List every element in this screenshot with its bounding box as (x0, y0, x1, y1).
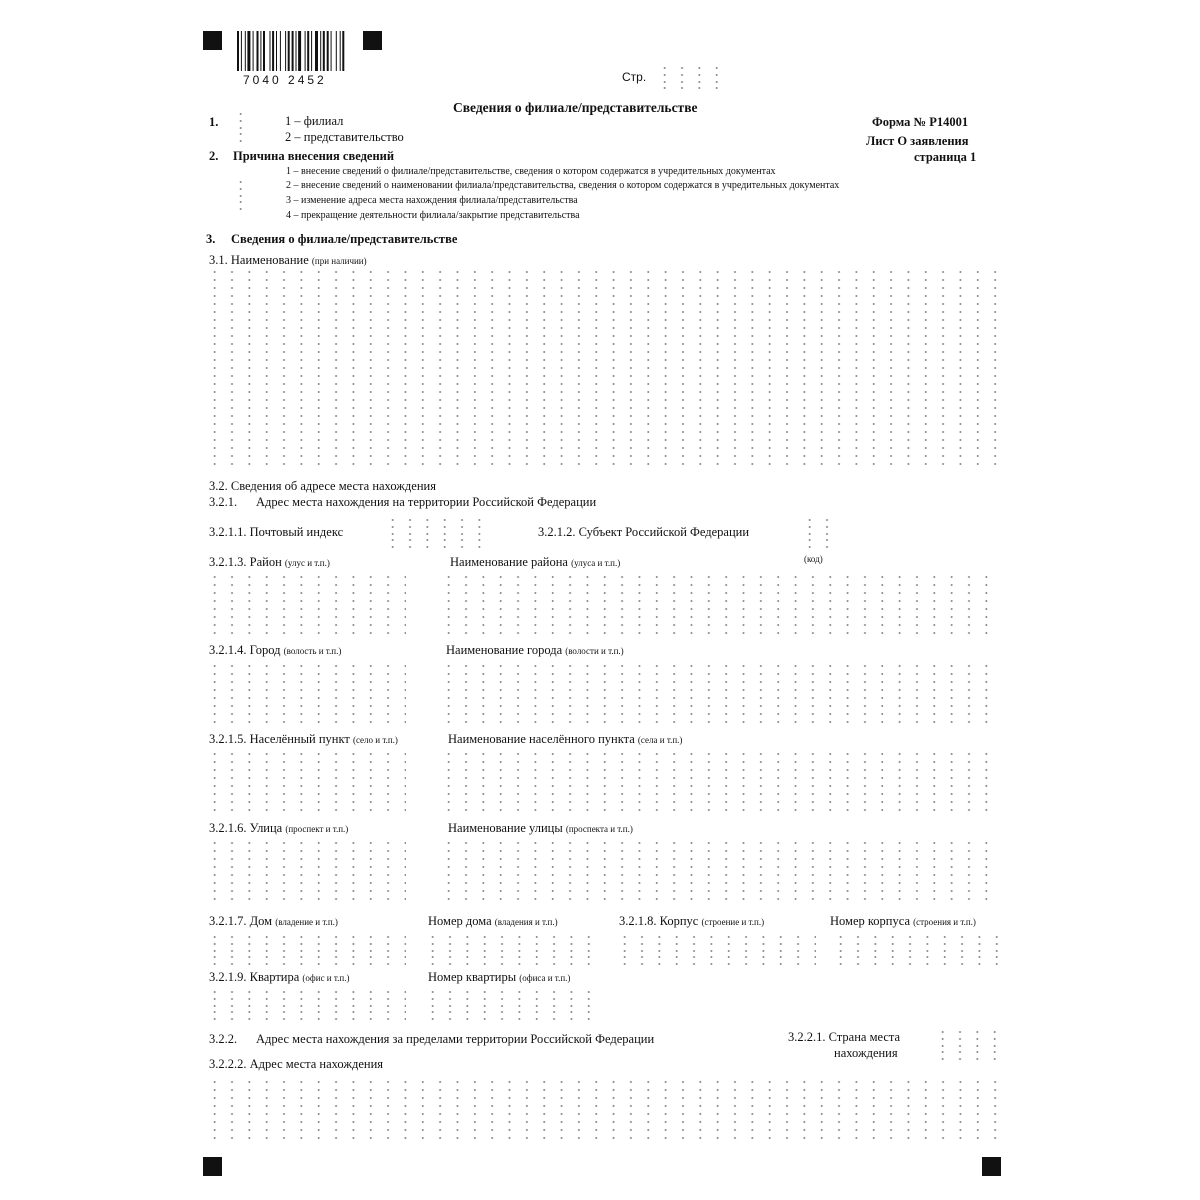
sheet-page: страница 1 (914, 150, 977, 164)
city-type-field[interactable] (206, 664, 406, 729)
settlement-name-label: Наименование населённого пункта (села и т.п.) (448, 732, 683, 746)
section-322-number: 3.2.2. (209, 1032, 238, 1046)
code-note: (код) (804, 554, 823, 564)
building-label: 3.2.1.8. Корпус (строение и т.п.) (619, 914, 765, 928)
settlement-name-field[interactable] (440, 752, 998, 817)
corner-marker-bottom-left (203, 1157, 222, 1176)
street-label: 3.2.1.6. Улица (проспект и т.п.) (209, 821, 349, 835)
branch-option-2: 2 – представительство (285, 130, 404, 144)
house-number-field[interactable] (424, 935, 592, 965)
reason-field[interactable] (232, 180, 254, 210)
apartment-number-label: Номер квартиры (офиса и т.п.) (428, 970, 571, 984)
postal-code-label: 3.2.1.1. Почтовый индекс (209, 525, 344, 539)
page-label: Стр. (622, 70, 647, 84)
settlement-label: 3.2.1.5. Населённый пункт (село и т.п.) (209, 732, 398, 746)
house-type-field[interactable] (206, 935, 406, 965)
building-type-field[interactable] (616, 935, 816, 965)
section-2-title: Причина внесения сведений (233, 149, 395, 163)
district-name-field[interactable] (440, 575, 998, 640)
section-1-number: 1. (209, 115, 219, 129)
country-code-field[interactable] (934, 1030, 998, 1060)
page-title: Сведения о филиале/представительстве (453, 100, 698, 115)
section-322-label: Адрес места нахождения за пределами территории Российской Федерации (256, 1032, 655, 1046)
branch-type-field[interactable] (232, 112, 254, 142)
section-3-number: 3. (206, 232, 216, 246)
section-321-number: 3.2.1. (209, 495, 238, 509)
name-field[interactable] (206, 270, 998, 466)
reason-option-1: 1 – внесение сведений о филиале/представительстве, сведения о котором содержатся в учредительных документах (286, 166, 776, 177)
reason-option-2: 2 – внесение сведений о наименовании филиала/представительства, сведения о котором содержатся в учредительных документах (286, 180, 840, 191)
reason-option-4: 4 – прекращение деятельности филиала/закрытие представительства (286, 210, 580, 221)
barcode-image (237, 31, 383, 71)
postal-code-field[interactable] (384, 518, 490, 548)
city-name-field[interactable] (440, 664, 998, 729)
apartment-number-field[interactable] (424, 990, 592, 1020)
settlement-type-field[interactable] (206, 752, 406, 817)
apartment-type-field[interactable] (206, 990, 406, 1020)
city-label: 3.2.1.4. Город (волость и т.п.) (209, 643, 342, 657)
branch-option-1: 1 – филиал (285, 114, 344, 128)
building-number-field[interactable] (832, 935, 998, 965)
section-321-label: Адрес места нахождения на территории Российской Федерации (256, 495, 597, 509)
section-2-number: 2. (209, 149, 219, 163)
district-label: 3.2.1.3. Район (улус и т.п.) (209, 555, 330, 569)
reason-option-3: 3 – изменение адреса места нахождения филиала/представительства (286, 195, 578, 206)
address-info-label: 3.2. Сведения об адресе места нахождения (209, 479, 436, 493)
city-name-label: Наименование города (волости и т.п.) (446, 643, 624, 657)
street-name-label: Наименование улицы (проспекта и т.п.) (448, 821, 633, 835)
house-label: 3.2.1.7. Дом (владение и т.п.) (209, 914, 338, 928)
foreign-address-field[interactable] (206, 1080, 998, 1142)
section-3-title: Сведения о филиале/представительстве (231, 232, 458, 246)
corner-marker-bottom-right (982, 1157, 1001, 1176)
apartment-label: 3.2.1.9. Квартира (офис и т.п.) (209, 970, 350, 984)
page-number-field[interactable] (656, 66, 718, 90)
sheet-label: Лист О заявления (866, 134, 969, 148)
house-number-label: Номер дома (владения и т.п.) (428, 914, 558, 928)
region-label: 3.2.1.2. Субъект Российской Федерации (538, 525, 750, 539)
district-name-label: Наименование района (улуса и т.п.) (450, 555, 621, 569)
country-label-2: нахождения (834, 1046, 898, 1060)
barcode-number: 7040 2452 (243, 73, 327, 87)
street-name-field[interactable] (440, 841, 998, 906)
country-label-1: 3.2.2.1. Страна места (788, 1030, 901, 1044)
building-number-label: Номер корпуса (строения и т.п.) (830, 914, 976, 928)
region-code-field[interactable] (801, 518, 837, 548)
corner-marker-top-left (203, 31, 222, 50)
street-type-field[interactable] (206, 841, 406, 906)
district-type-field[interactable] (206, 575, 406, 640)
form-number: Форма № Р14001 (872, 115, 969, 129)
name-label: 3.1. Наименование (при наличии) (209, 253, 367, 267)
foreign-address-label: 3.2.2.2. Адрес места нахождения (209, 1057, 384, 1071)
